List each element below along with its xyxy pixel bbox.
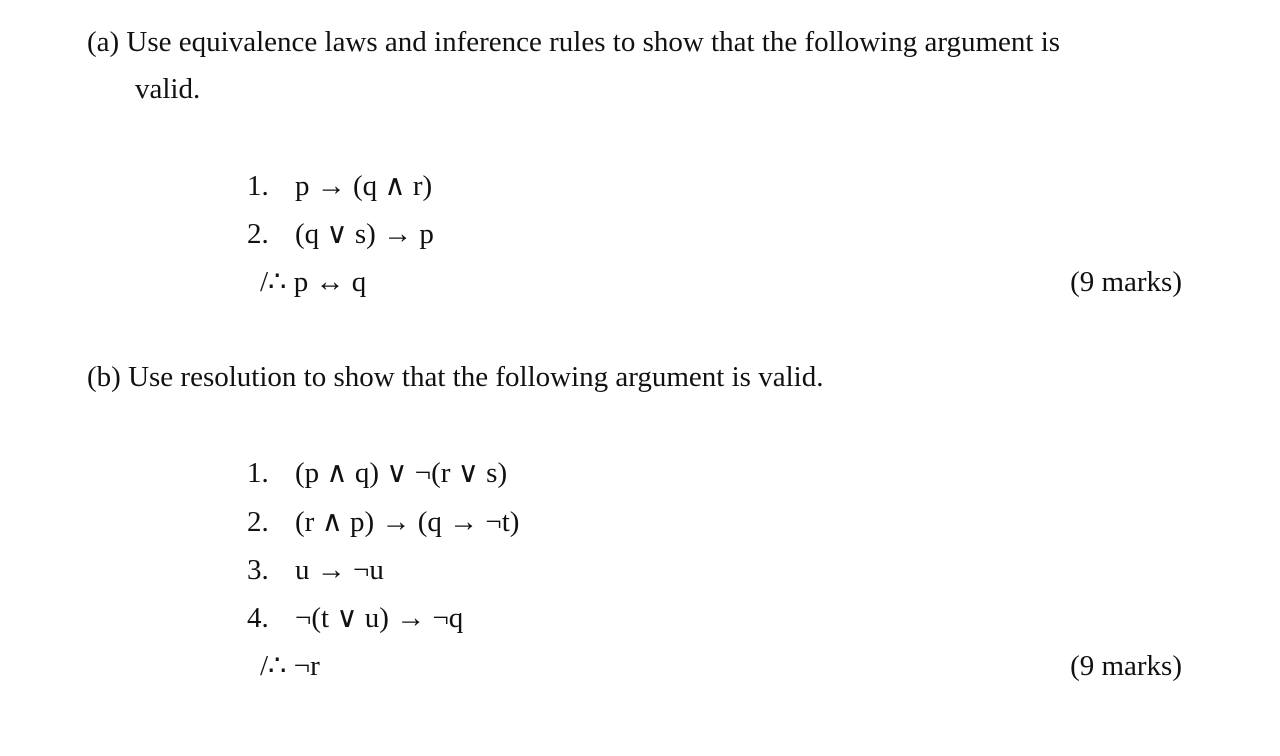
part-a-question-line-2: valid. (135, 73, 201, 105)
part-b-premise-2 (247, 502, 519, 542)
premise-number: 4. (247, 602, 269, 634)
part-a-premise-2 (247, 214, 434, 254)
part-a-conclusion: /∴ p ↔ q (260, 266, 367, 298)
premise-formula: (p ∧ q) ∨ ¬(r ∨ s) (295, 457, 508, 489)
premise-number: 2. (247, 506, 269, 538)
part-a-question-line-1: (a) Use equivalence laws and inference rules to show that the following argument is (87, 26, 1061, 58)
part-b-question: (b) Use resolution to show that the following argument is valid. (87, 361, 824, 393)
part-b-premise-3 (247, 550, 384, 590)
part-a-marks: (9 marks) (1070, 266, 1182, 298)
premise-number: 1. (247, 170, 269, 202)
premise-formula: (q ∨ s) → p (295, 218, 434, 250)
part-b-conclusion: /∴ ¬r (260, 650, 320, 682)
premise-number: 2. (247, 218, 269, 250)
part-a-premise-1 (247, 166, 432, 206)
premise-number: 3. (247, 554, 269, 586)
premise-number: 1. (247, 457, 269, 489)
part-b-premise-4 (247, 598, 463, 638)
premise-formula: p → (q ∧ r) (295, 170, 433, 202)
part-b-marks: (9 marks) (1070, 650, 1182, 682)
premise-formula: (r ∧ p) → (q → ¬t) (295, 506, 520, 538)
part-b-premise-1 (247, 453, 507, 493)
premise-formula: u → ¬u (295, 554, 384, 586)
premise-formula: ¬(t ∨ u) → ¬q (295, 602, 464, 634)
